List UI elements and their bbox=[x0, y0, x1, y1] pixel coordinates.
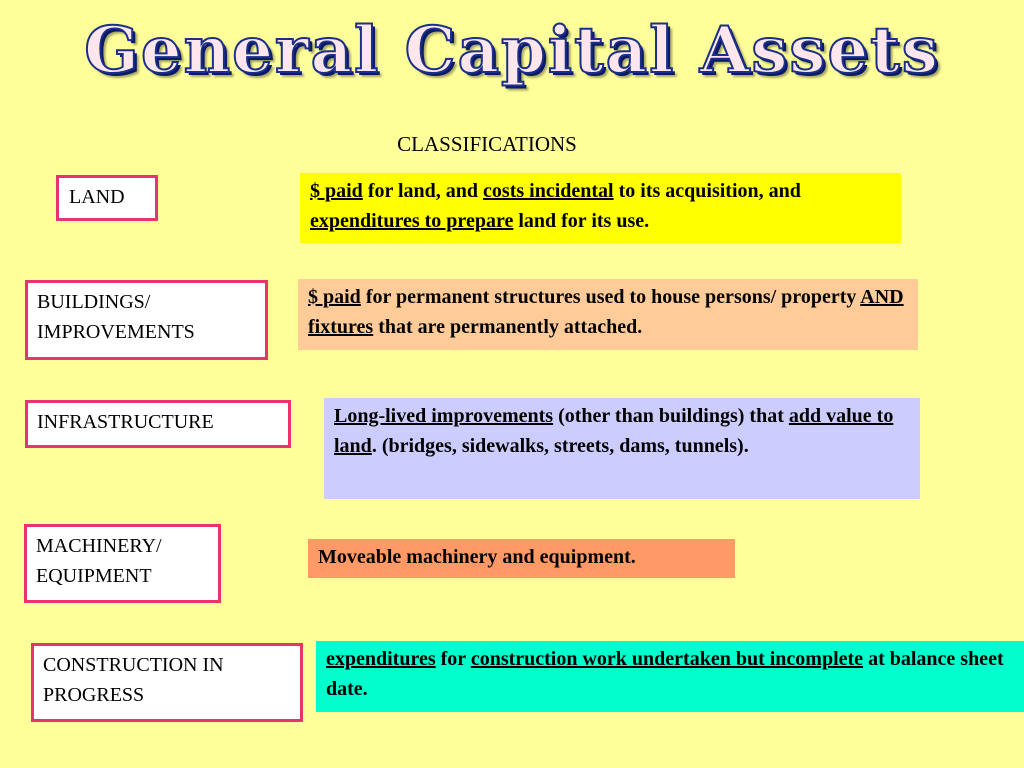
infrastructure-text-1: (other than buildings) that bbox=[553, 405, 789, 427]
land-costs-incidental: costs incidental bbox=[483, 180, 614, 202]
construction-description bbox=[316, 641, 1024, 712]
infrastructure-description bbox=[324, 398, 920, 499]
construction-expenditures: expenditures bbox=[326, 648, 436, 670]
subtitle: CLASSIFICATIONS bbox=[397, 132, 577, 156]
land-label bbox=[56, 175, 158, 221]
infrastructure-text-2: . (bridges, sidewalks, streets, dams, tunnels). bbox=[371, 435, 749, 457]
infrastructure-label bbox=[25, 400, 291, 448]
land-text-2: to its acquisition, and bbox=[613, 180, 801, 202]
machinery-label-line1: MACHINERY/ bbox=[36, 535, 162, 557]
buildings-description bbox=[298, 279, 918, 350]
land-paid: $ paid bbox=[310, 180, 363, 202]
land-text-3: land for its use. bbox=[513, 210, 650, 232]
buildings-paid: $ paid bbox=[308, 286, 361, 308]
construction-text-1: for bbox=[435, 648, 471, 670]
page-title: General Capital Assets bbox=[84, 13, 940, 88]
construction-label-line1: CONSTRUCTION IN bbox=[43, 654, 224, 676]
construction-label bbox=[31, 643, 303, 722]
machinery-description bbox=[308, 539, 735, 578]
land-description bbox=[300, 173, 901, 243]
land-expenditures-prepare: expenditures to prepare bbox=[310, 210, 514, 232]
infrastructure-add-value: add value to land bbox=[334, 405, 894, 457]
machinery-label-line2: EQUIPMENT bbox=[36, 565, 152, 587]
land-text-1: for land, and bbox=[362, 180, 484, 202]
construction-label-line2: PROGRESS bbox=[43, 684, 145, 706]
machinery-text: Moveable machinery and equipment. bbox=[318, 546, 636, 568]
buildings-and-fixtures: AND fixtures bbox=[308, 286, 904, 338]
buildings-label bbox=[25, 280, 268, 360]
infrastructure-label-text: INFRASTRUCTURE bbox=[37, 411, 214, 433]
buildings-text-1: for permanent structures used to house persons/ property bbox=[360, 286, 861, 308]
land-label-text: LAND bbox=[69, 186, 125, 208]
infrastructure-long-lived: Long-lived improvements bbox=[334, 405, 554, 427]
buildings-label-line1: BUILDINGS/ bbox=[37, 291, 151, 313]
construction-text-2: at balance sheet date. bbox=[326, 648, 1004, 700]
buildings-text-2: that are permanently attached. bbox=[373, 316, 643, 338]
construction-work: construction work undertaken but incomplete bbox=[470, 648, 864, 670]
buildings-label-line2: IMPROVEMENTS bbox=[37, 321, 195, 343]
machinery-label bbox=[24, 524, 221, 603]
